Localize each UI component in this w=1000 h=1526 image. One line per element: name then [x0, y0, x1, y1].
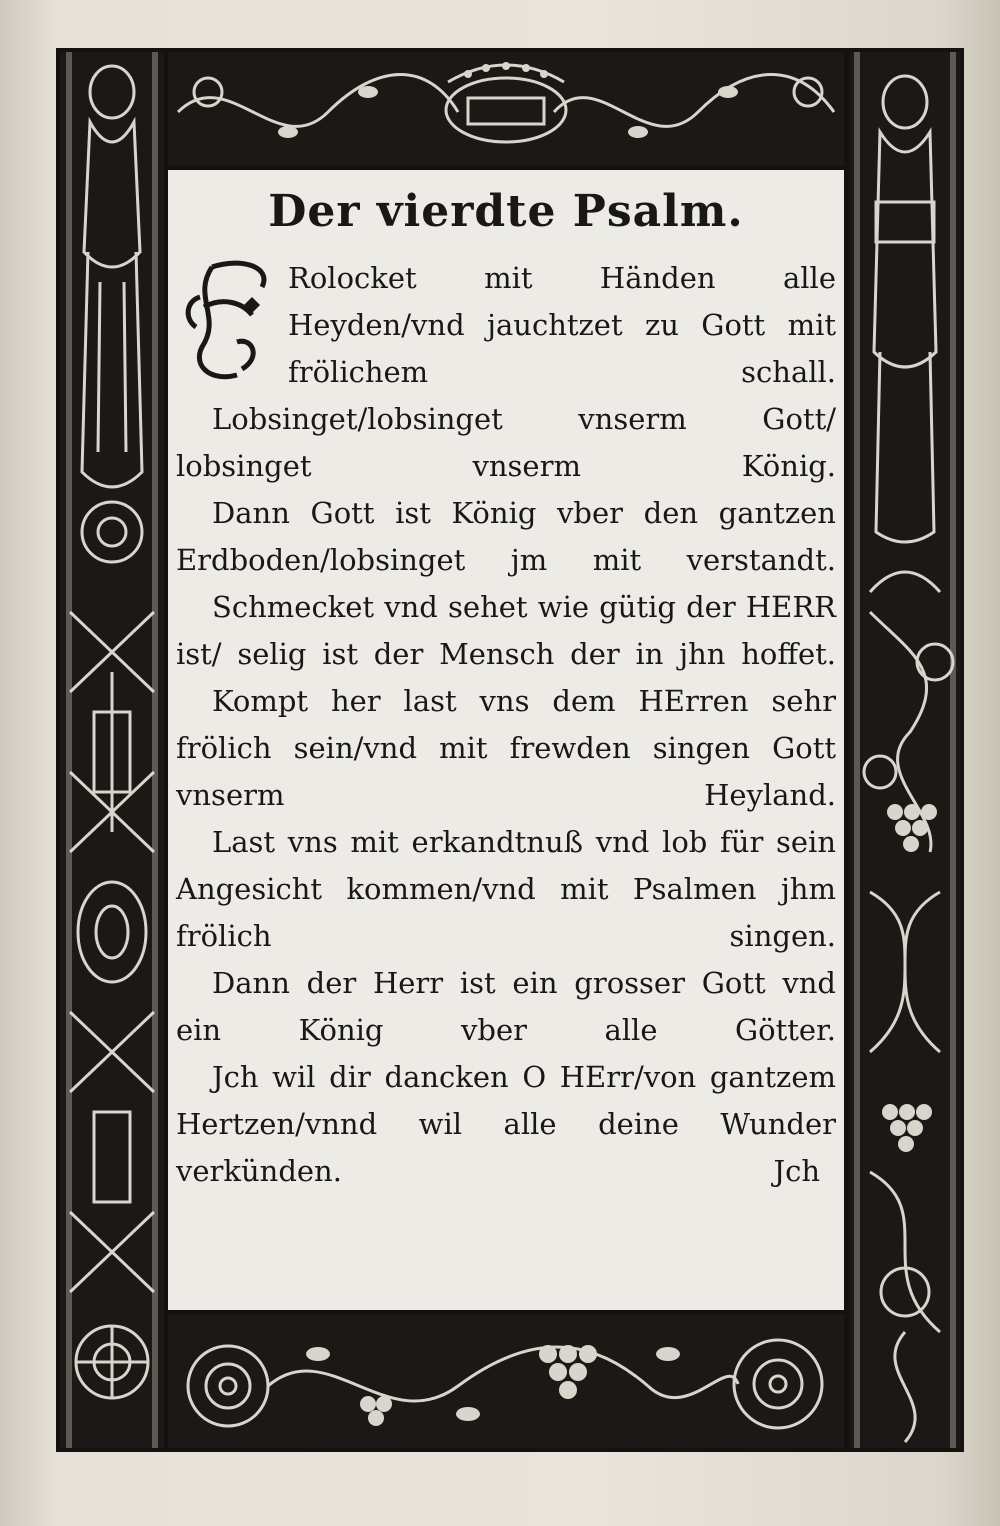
woodcut-figures-icon [60, 52, 164, 1448]
psalm-verse-4-text: Schmecket vnd sehet wie gütig der HERR ist/ selig ist der Mensch der in jhn hoffet. [176, 590, 836, 671]
psalm-verse-1: Rolocket mit Händen alle Heyden/vnd jauchtzet zu Gott mit frölichem schall. [288, 261, 836, 389]
psalm-verse-6 [176, 819, 836, 960]
psalm-verse-5-text: Kompt her last vns dem HErren sehr frölich sein/vnd mit frewden singen Gott vnserm Heyland. [176, 684, 836, 812]
grape-vine-scroll-icon [168, 1314, 844, 1448]
first-paragraph-block [176, 255, 836, 396]
psalm-verse-8 [176, 1054, 836, 1195]
catchword: Jch [773, 1154, 820, 1188]
psalm-verse-6-text: Last vns mit erkandtnuß vnd lob für sein Angesicht kommen/vnd mit Psalmen jhm frölich singen. [176, 825, 836, 953]
psalm-verse-7 [176, 960, 836, 1054]
psalm-verse-2 [176, 396, 836, 490]
psalm-verse-7-text: Dann der Herr ist ein grosser Gott vnd ein König vber alle Götter. [176, 966, 836, 1047]
woodcut-figures-and-grapes-icon [850, 52, 960, 1448]
psalm-verse-3-text: Dann Gott ist König vber den gantzen Erdboden/lobsinget jm mit verstandt. [176, 496, 836, 577]
foliage-with-crown-icon [168, 52, 844, 166]
page-title: Der vierdte Psalm. [268, 186, 744, 237]
psalm-verse-2-text: Lobsinget/lobsinget vnserm Gott/ lobsinget vnserm König. [176, 402, 836, 483]
psalm-verse-5 [176, 678, 836, 819]
psalm-content [176, 178, 836, 1195]
psalm-verse-8-text: Jch wil dir dancken O HErr/von gantzem Hertzen/vnnd wil alle deine Wunder verkünden. [176, 1060, 836, 1188]
psalm-verse-4 [176, 584, 836, 678]
decorated-initial-icon [182, 257, 278, 387]
psalm-verse-3 [176, 490, 836, 584]
